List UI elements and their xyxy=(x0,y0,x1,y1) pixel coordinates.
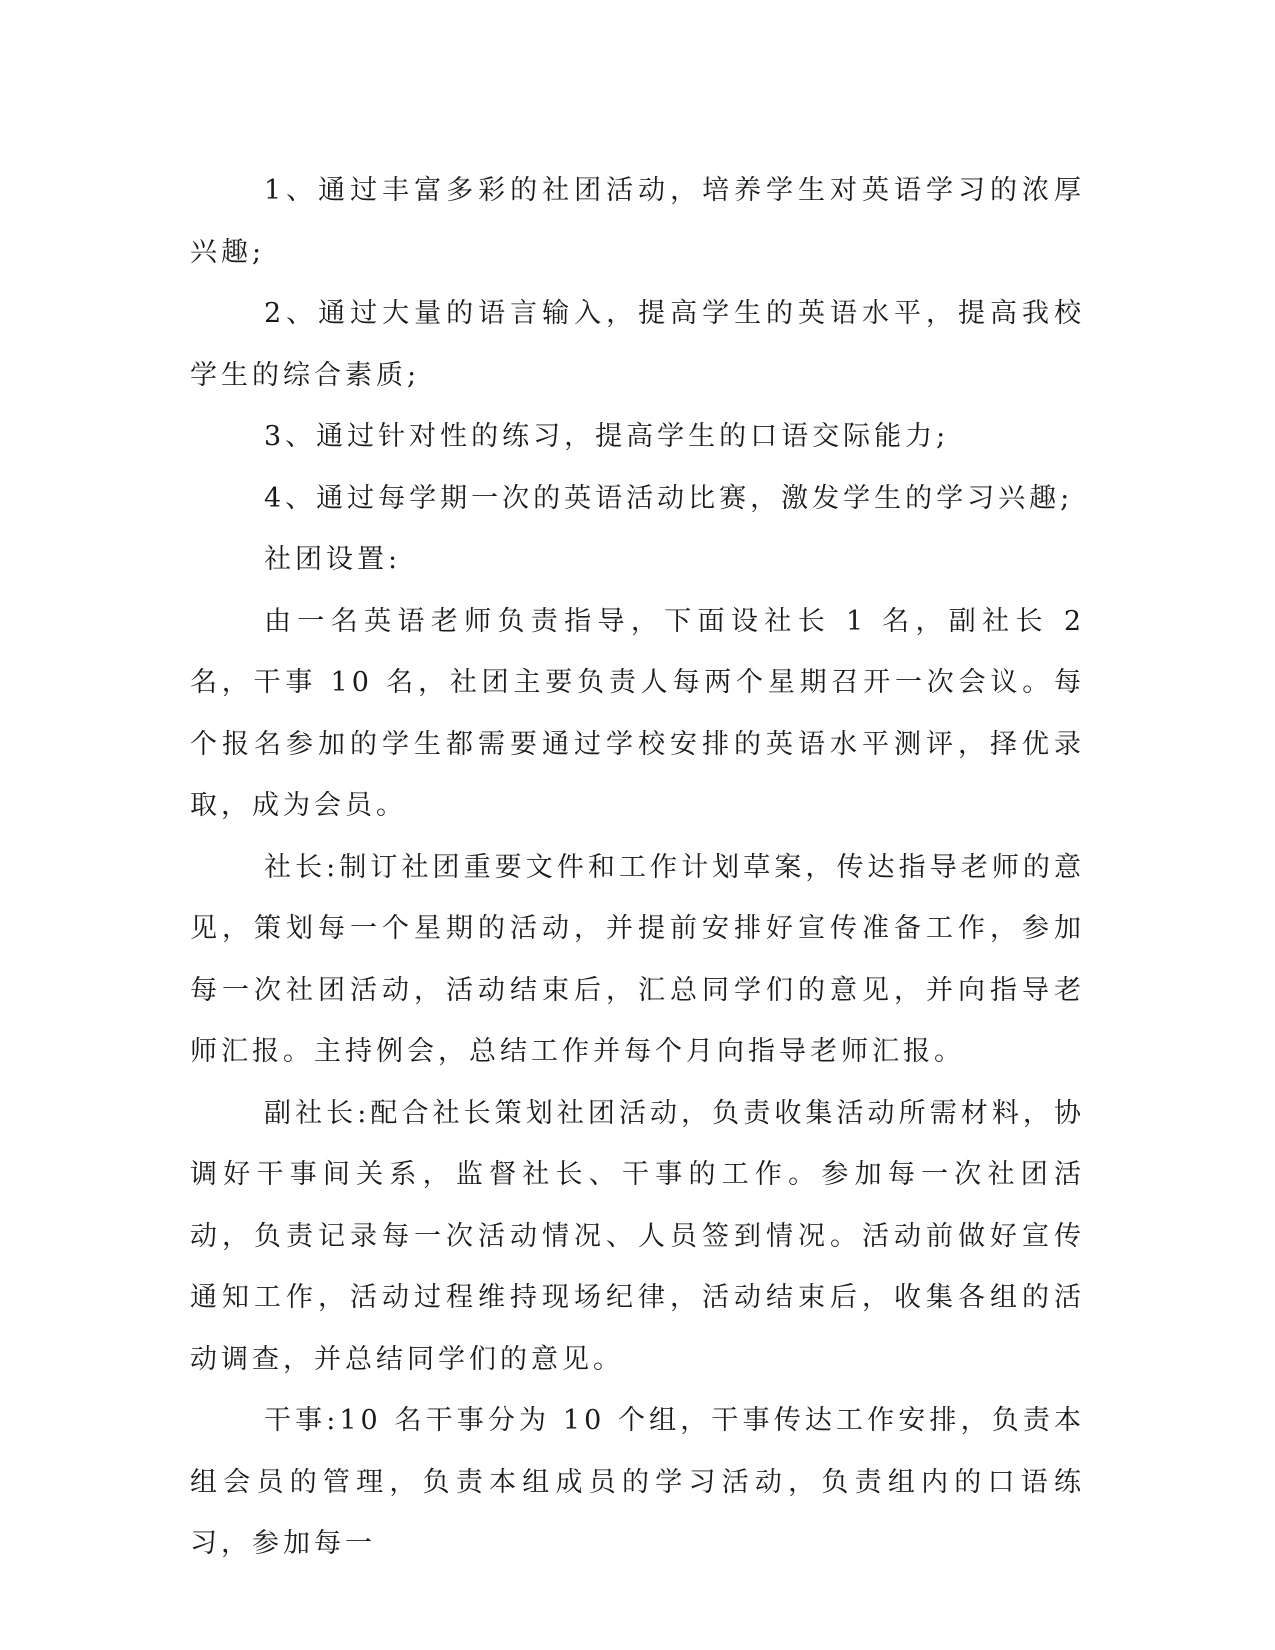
goal-item-3: 3、通过针对性的练习，提高学生的口语交际能力; xyxy=(264,421,950,452)
vice-president-duties-paragraph: 副社长:配合社长策划社团活动，负责收集活动所需材料，协调好干事间关系，监督社长、干事的工作。参加每一次社团活动，负责记录每一次活动情况、人员签到情况。活动前做好宣传通知工作，活动过程维持现场纪律，活动结束后，收集各组的活动调查，并总结同学们的意见。 xyxy=(190,1097,1085,1375)
president-duties-paragraph: 社长:制订社团重要文件和工作计划草案，传达指导老师的意见，策划每一个星期的活动，并提前安排好宣传准备工作，参加每一次社团活动，活动结束后，汇总同学们的意见，并向指导老师汇报。主持例会，总结工作并每个月向指导老师汇报。 xyxy=(190,851,1085,1067)
goal-item-1: 1、通过丰富多彩的社团活动，培养学生对英语学习的浓厚兴趣; xyxy=(190,175,1085,268)
document-body xyxy=(190,160,1085,1575)
club-setup-paragraph: 由一名英语老师负责指导，下面设社长 1 名，副社长 2 名，干事 10 名，社团主要负责人每两个星期召开一次会议。每个报名参加的学生都需要通过学校安排的英语水平测评，择优录取，成为会员。 xyxy=(190,605,1085,821)
section-heading-club-setup: 社团设置: xyxy=(264,544,402,575)
goal-item-4: 4、通过每学期一次的英语活动比赛，激发学生的学习兴趣; xyxy=(264,482,1074,514)
officer-duties-paragraph: 干事:10 名干事分为 10 个组，干事传达工作安排，负责本组会员的管理，负责本组成员的学习活动，负责组内的口语练习，参加每一 xyxy=(190,1405,1085,1559)
goal-item-2: 2、通过大量的语言输入，提高学生的英语水平，提高我校学生的综合素质; xyxy=(190,298,1085,391)
